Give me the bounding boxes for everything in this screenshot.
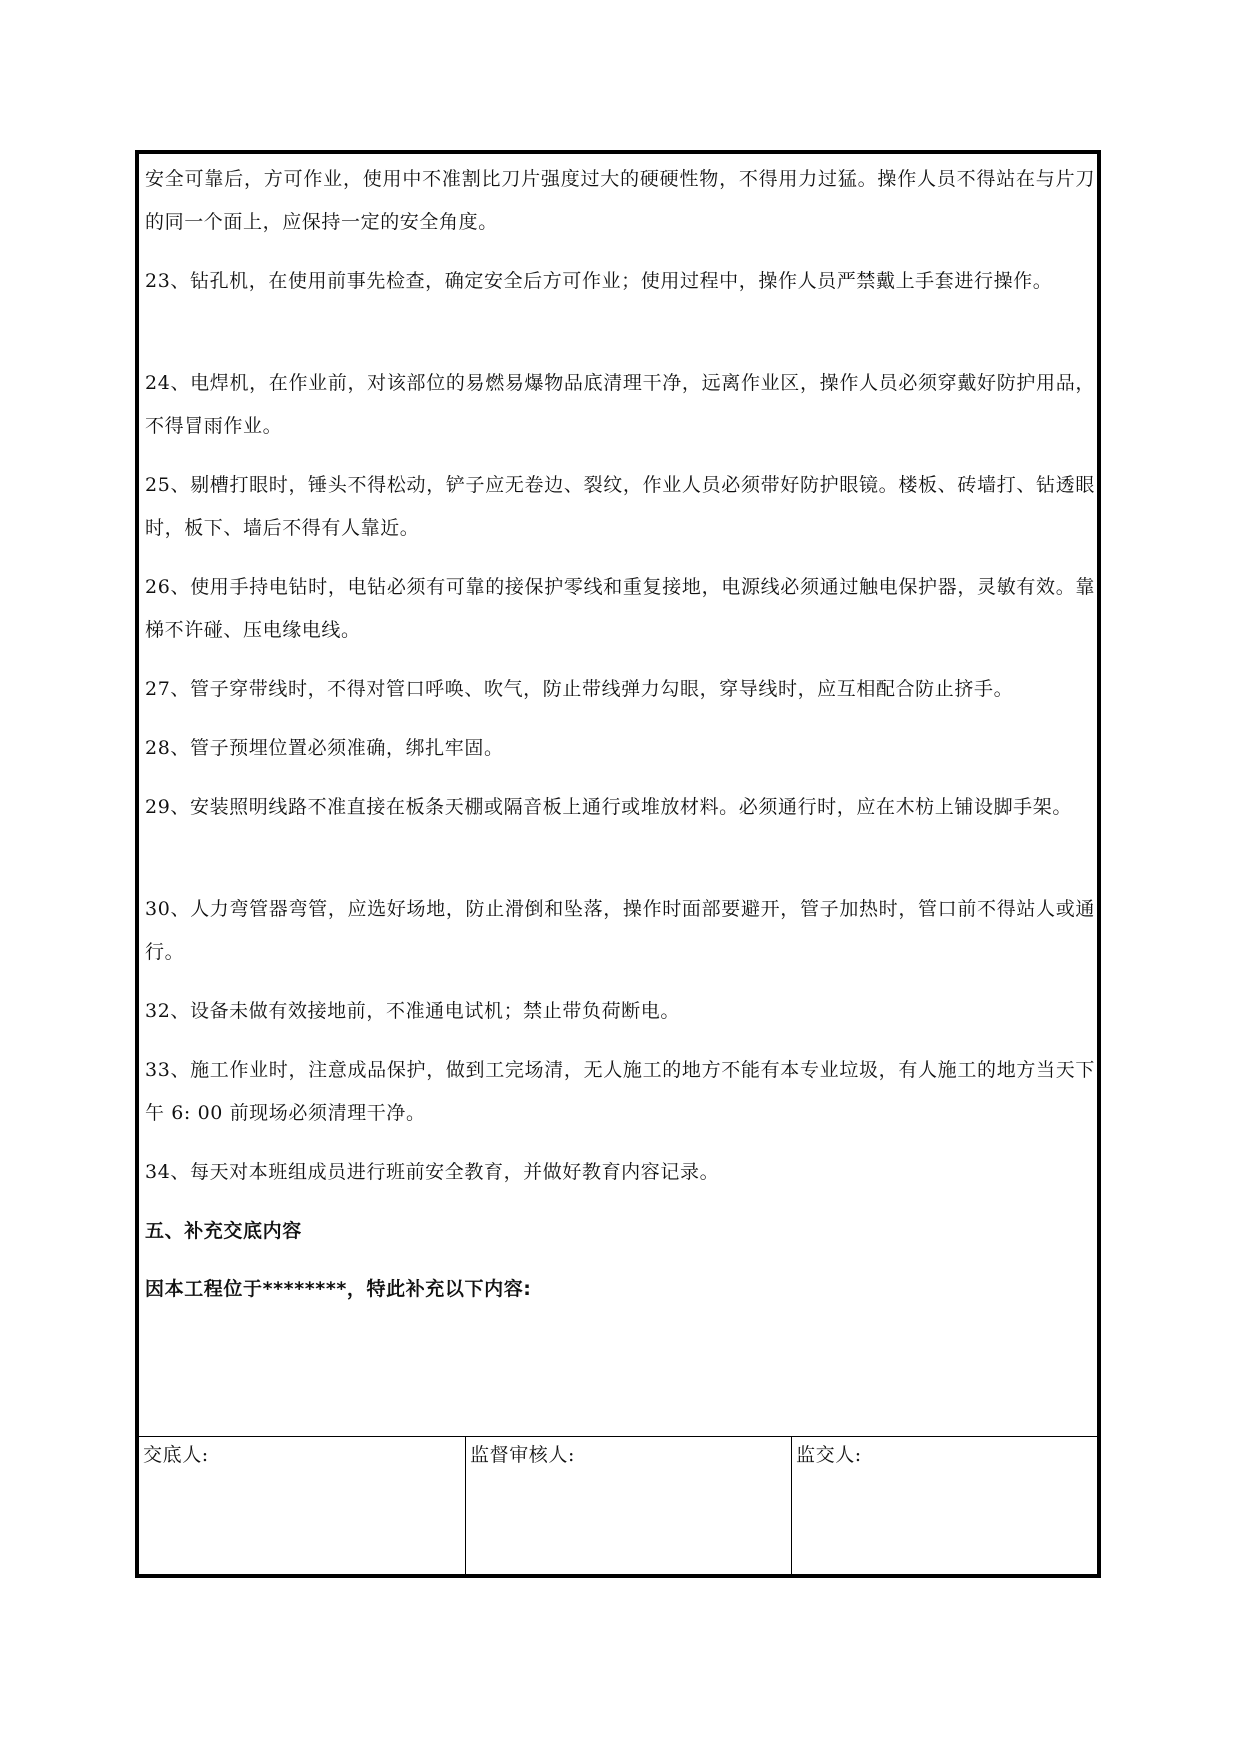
paragraph-item-23: 23、钻孔机，在使用前事先检查，确定安全后方可作业；使用过程中，操作人员严禁戴上手套进行操作。: [145, 270, 1053, 292]
paragraph-item-30: 30、人力弯管器弯管，应选好场地，防止滑倒和坠落，操作时面部要避开，管子加热时，管口前不得站人或通行。: [145, 898, 1095, 963]
paragraph-item-24: 24、电焊机，在作业前，对该部位的易燃易爆物品底清理干净，远离作业区，操作人员必须穿戴好防护用品，不得冒雨作业。: [145, 372, 1095, 437]
paragraph-item-29: 29、安装照明线路不准直接在板条天棚或隔音板上通行或堆放材料。必须通行时，应在木枋上铺设脚手架。: [145, 796, 1072, 818]
paragraph-item-32: 32、设备未做有效接地前，不准通电试机；禁止带负荷断电。: [145, 1000, 680, 1022]
paragraph-continued: 安全可靠后，方可作业，使用中不准割比刀片强度过大的硬硬性物，不得用力过猛。操作人员不得站在与片刀的同一个面上，应保持一定的安全角度。: [145, 168, 1095, 233]
paragraph-item-25: 25、剔槽打眼时，锤头不得松动，铲子应无卷边、裂纹，作业人员必须带好防护眼镜。楼板、砖墙打、钻透眼时，板下、墙后不得有人靠近。: [145, 474, 1095, 539]
discloser-cell: [139, 1437, 466, 1575]
paragraph-item-34: 34、每天对本班组成员进行班前安全教育，并做好教育内容记录。: [145, 1161, 720, 1183]
disclosure-form-frame: [135, 150, 1101, 1578]
supervisor-reviewer-label: 监督审核人:: [470, 1444, 576, 1466]
section-title: 五、补充交底内容: [145, 1220, 302, 1242]
receiver-label: 监交人:: [796, 1444, 862, 1466]
receiver-cell: [792, 1437, 1097, 1575]
supervisor-reviewer-cell: [466, 1437, 792, 1575]
paragraph-item-26: 26、使用手持电钻时，电钻必须有可靠的接保护零线和重复接地，电源线必须通过触电保护器，灵敏有效。靠梯不许碰、压电缘电线。: [145, 576, 1095, 641]
paragraph-item-33: 33、施工作业时，注意成品保护，做到工完场清，无人施工的地方不能有本专业垃圾，有人施工的地方当天下午 6: 00 前现场必须清理干净。: [145, 1059, 1095, 1124]
signature-table: [139, 1436, 1097, 1574]
discloser-label: 交底人:: [143, 1444, 209, 1466]
paragraph-item-28: 28、管子预埋位置必须准确，绑扎牢固。: [145, 737, 504, 759]
supplement-intro: 因本工程位于********，特此补充以下内容:: [145, 1278, 532, 1300]
disclosure-content: [143, 158, 1097, 1436]
paragraph-item-27: 27、管子穿带线时，不得对管口呼唤、吹气，防止带线弹力勾眼，穿导线时，应互相配合防止挤手。: [145, 678, 1014, 700]
